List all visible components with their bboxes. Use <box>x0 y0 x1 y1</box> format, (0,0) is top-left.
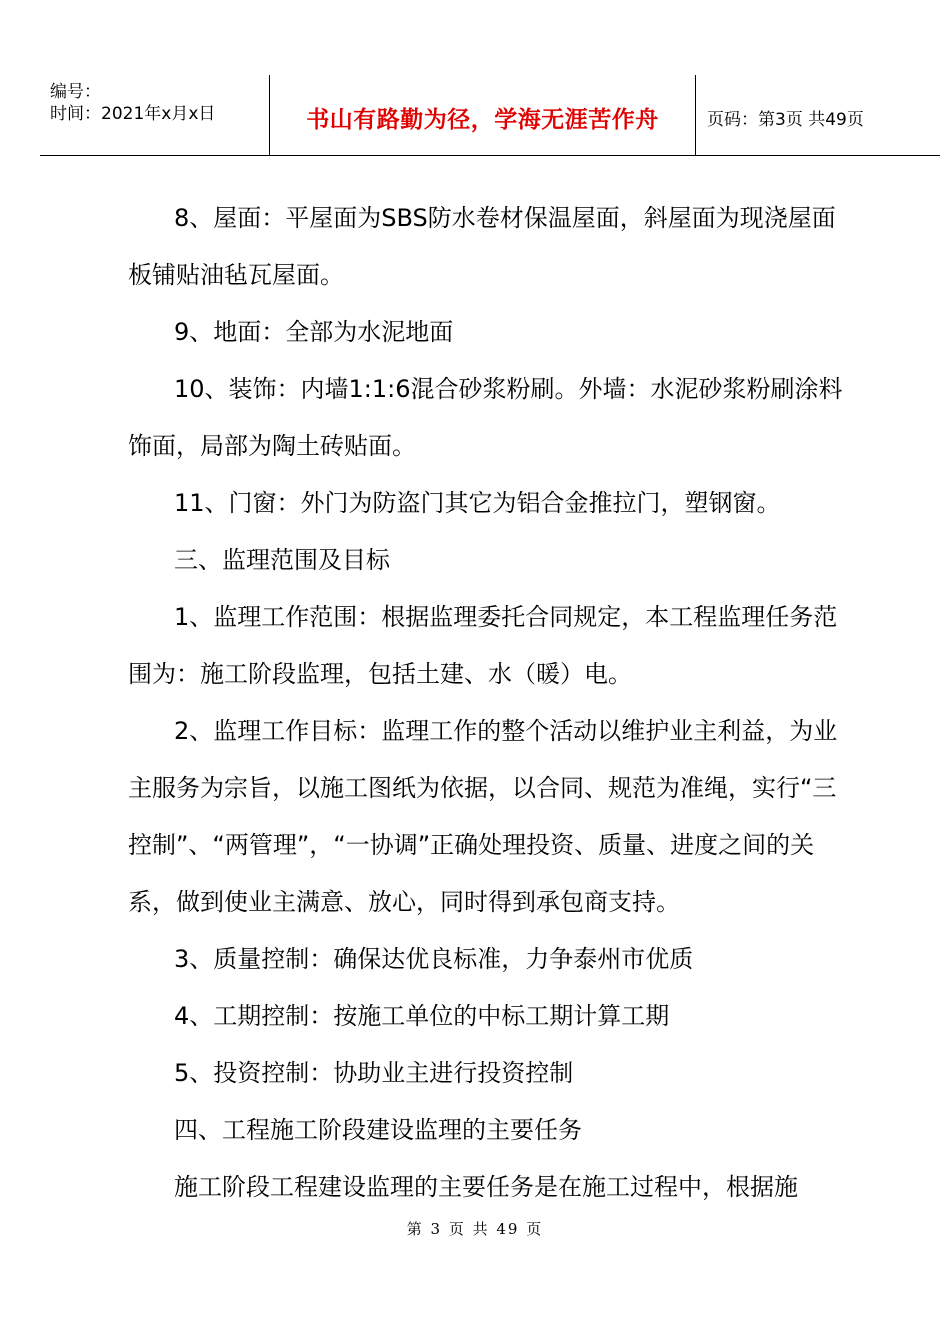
paragraph-schedule: 4、工期控制：按施工单位的中标工期计算工期 <box>174 1002 670 1030</box>
paragraph-floor: 9、地面：全部为水泥地面 <box>174 318 454 346</box>
page-header <box>40 75 940 156</box>
header-meta <box>50 81 215 125</box>
paragraph-doors-windows: 11、门窗：外门为防盗门其它为铝合金推拉门，塑钢窗。 <box>174 489 781 517</box>
paragraph-decoration: 10、装饰：内墙1:1:6混合砂浆粉刷。外墙：水泥砂浆粉刷涂料饰面，局部为陶土砖贴面。 <box>128 375 843 460</box>
paragraph-investment: 5、投资控制：协助业主进行投资控制 <box>174 1059 574 1087</box>
paragraph-scope: 1、监理工作范围：根据监理委托合同规定，本工程监理任务范围为：施工阶段监理，包括土建、水（暖）电。 <box>128 603 838 688</box>
document-number-label: 编号： <box>50 82 101 102</box>
paragraph-tasks: 施工阶段工程建设监理的主要任务是在施工过程中，根据施 <box>174 1173 798 1201</box>
paragraph-goals: 2、监理工作目标：监理工作的整个活动以维护业主利益，为业主服务为宗旨，以施工图纸为依据，以合同、规范为准绳，实行“三控制”、“两管理”，“一协调”正确处理投资、质量、进度之间的关系，做到使业主满意、放心，同时得到承包商支持。 <box>128 717 838 916</box>
header-motto: 书山有路勤为径，学海无涯苦作舟 <box>306 106 659 133</box>
document-body <box>128 190 854 1216</box>
page-footer: 第 3 页 共 49 页 <box>406 1220 544 1238</box>
section-heading-scope: 三、监理范围及目标 <box>174 546 390 574</box>
header-page-code: 页码：第3页 共49页 <box>707 110 864 130</box>
section-heading-tasks: 四、工程施工阶段建设监理的主要任务 <box>174 1116 582 1144</box>
paragraph-quality: 3、质量控制：确保达优良标准，力争泰州市优质 <box>174 945 694 973</box>
header-divider-right <box>695 75 696 155</box>
paragraph-roof: 8、屋面：平屋面为SBS防水卷材保温屋面，斜屋面为现浇屋面板铺贴油毡瓦屋面。 <box>128 204 836 289</box>
document-date: 时间：2021年x月x日 <box>50 104 216 124</box>
